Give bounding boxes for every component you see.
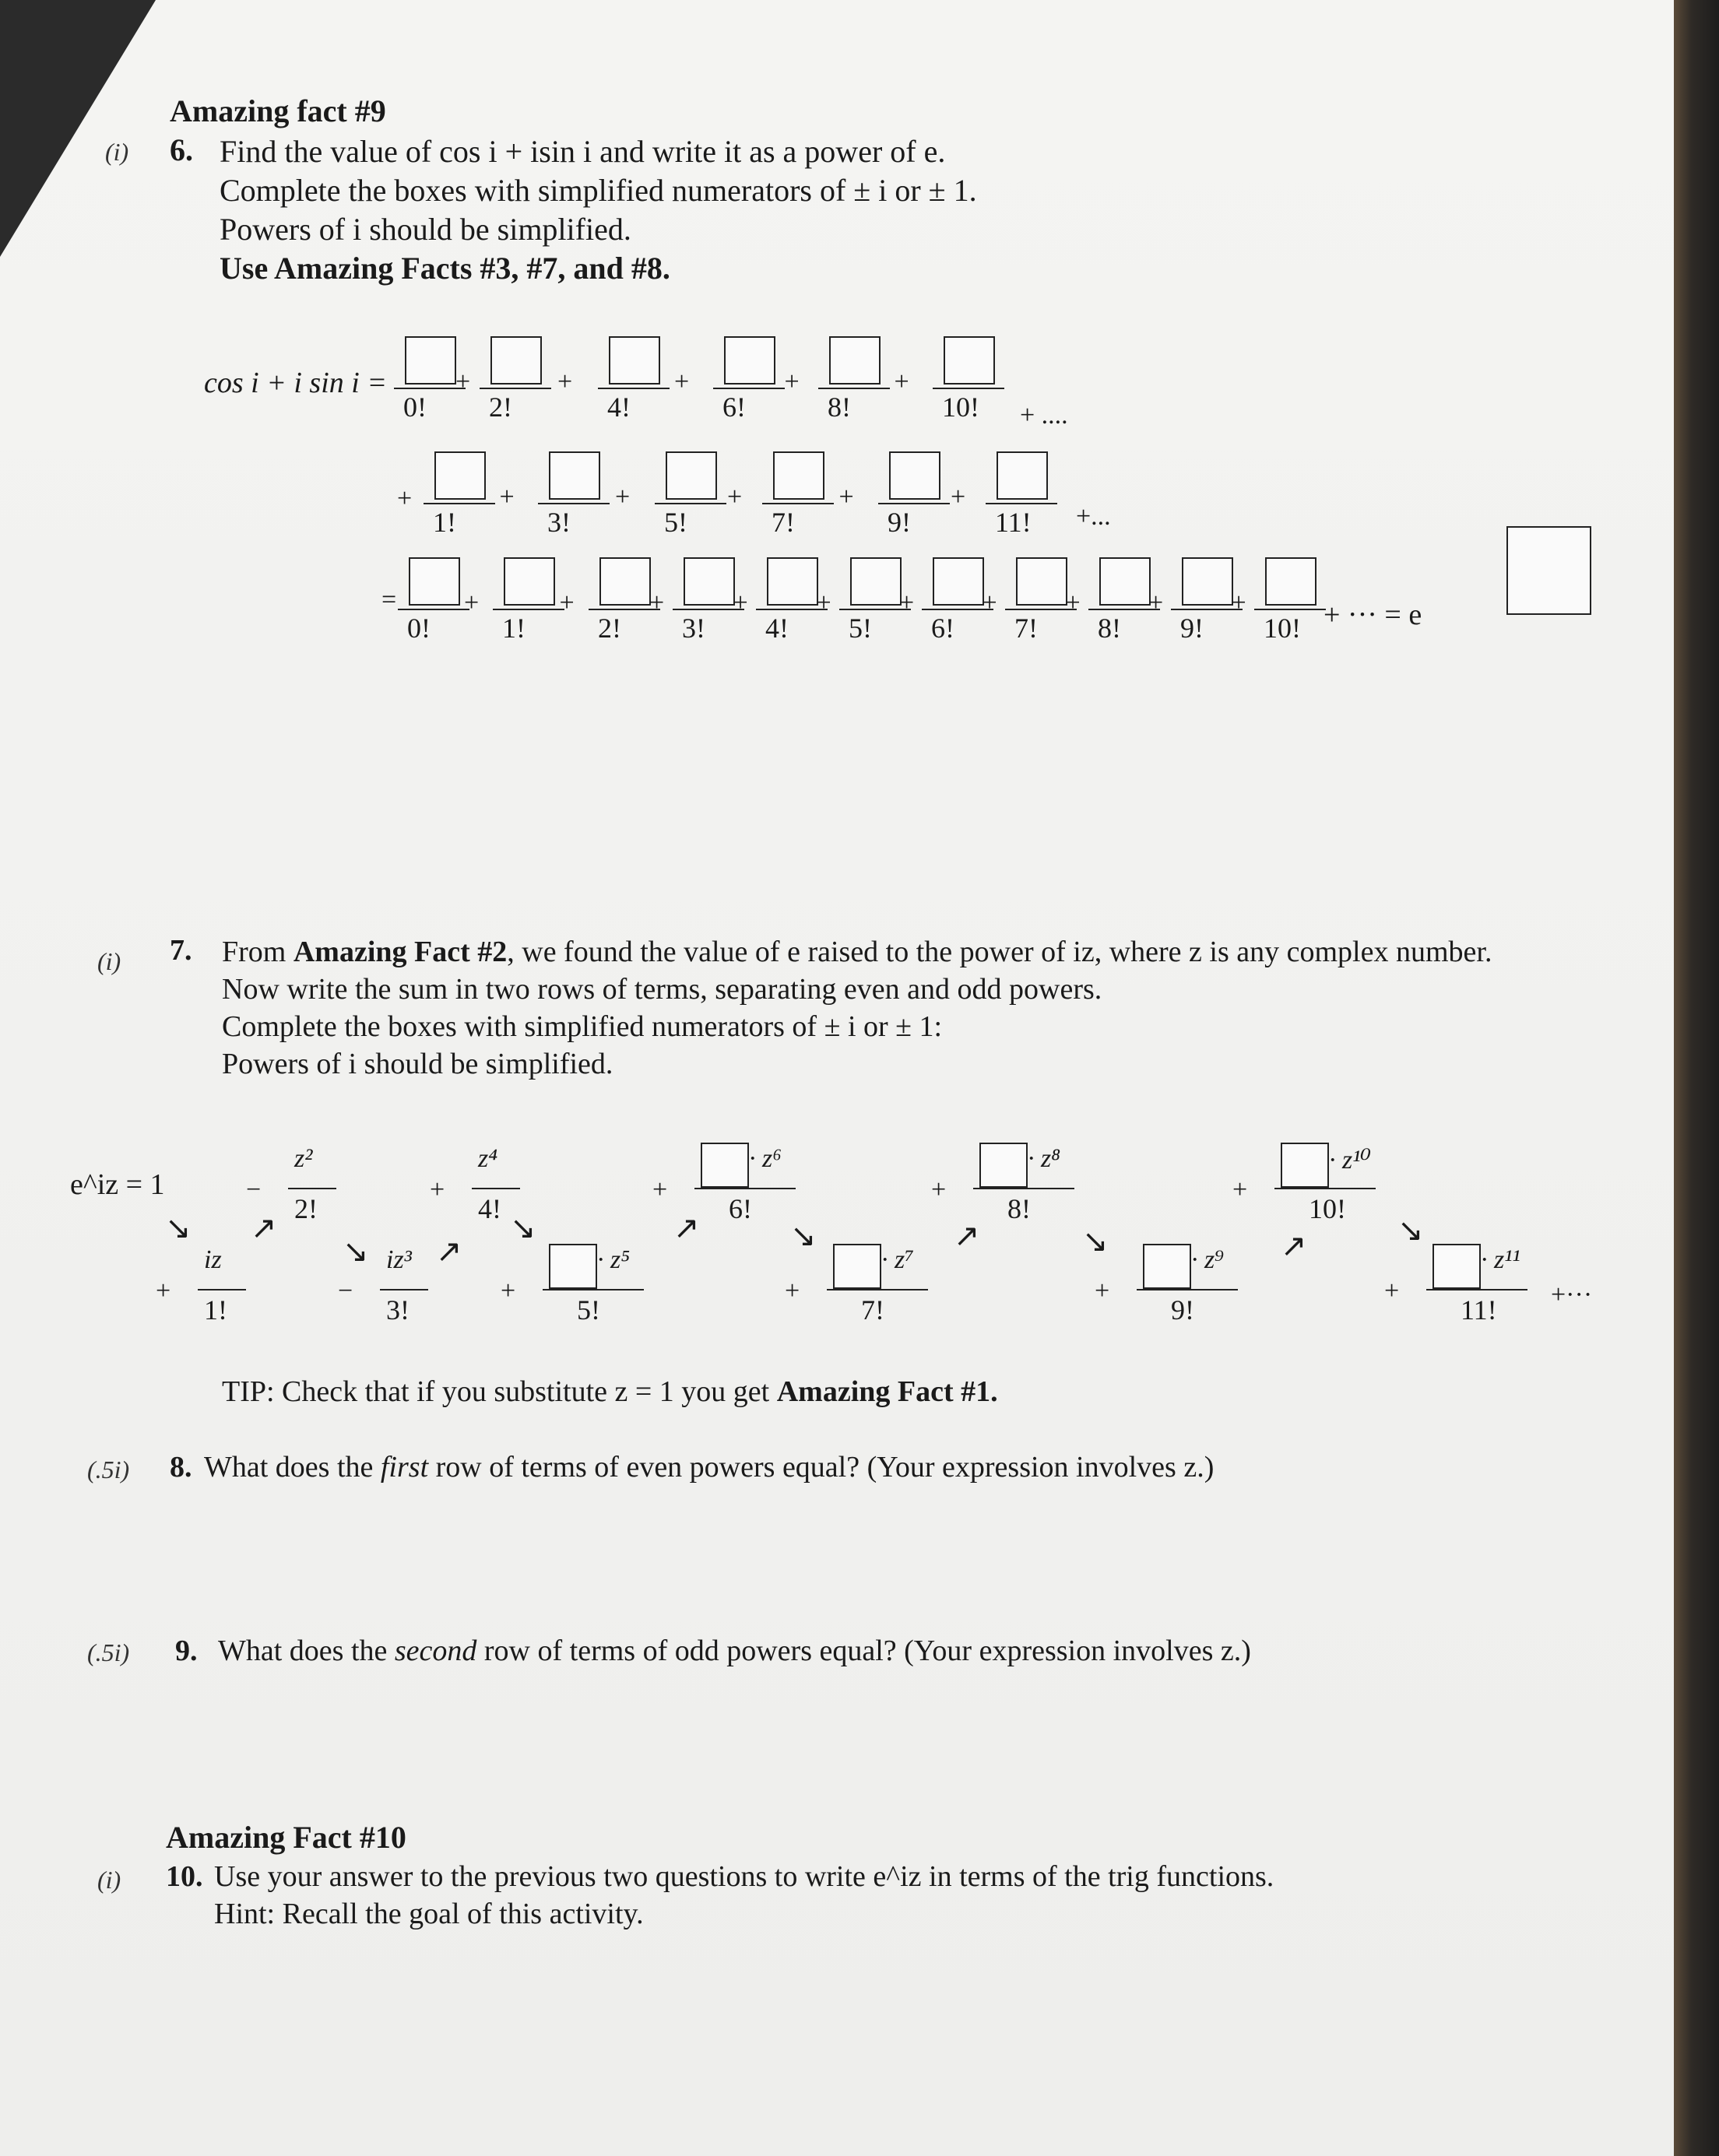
odd-term-numerator-box[interactable] xyxy=(1432,1244,1481,1289)
row2-denominator: 11! xyxy=(995,507,1032,538)
odd-term-numerator: iz xyxy=(204,1245,222,1274)
row2-numerator-box[interactable] xyxy=(434,451,486,500)
row2-numerator-box[interactable] xyxy=(773,451,824,500)
row3-plus: + xyxy=(649,588,665,617)
row2-lead-plus: + xyxy=(397,484,413,513)
odd-term-sign: + xyxy=(1384,1276,1400,1305)
row1-fraction-bar xyxy=(480,388,551,389)
q7-line4: Powers of i should be simplified. xyxy=(222,1048,613,1080)
row1-denominator: 0! xyxy=(403,392,427,423)
row1-numerator-box[interactable] xyxy=(405,336,456,384)
even-term-numerator: · z⁶ xyxy=(749,1144,782,1173)
even-term-numerator-box[interactable] xyxy=(701,1143,749,1188)
odd-term-denominator: 11! xyxy=(1461,1294,1497,1326)
even-term-fraction-bar xyxy=(694,1188,796,1189)
row3-fraction-bar xyxy=(398,609,469,610)
q6-line1: Find the value of cos i + isin i and write it as a power of e. xyxy=(220,134,946,169)
row1-numerator-box[interactable] xyxy=(829,336,881,384)
row3-denominator: 10! xyxy=(1264,613,1301,644)
row3-numerator-box[interactable] xyxy=(767,557,818,606)
even-term-denominator: 4! xyxy=(478,1193,501,1224)
q6-number: 6. xyxy=(170,132,193,167)
row1-numerator-box[interactable] xyxy=(944,336,995,384)
row2-plus: + xyxy=(615,483,631,511)
fact10-heading: Amazing Fact #10 xyxy=(166,1820,406,1855)
q6-line4: Use Amazing Facts #3, #7, and #8. xyxy=(220,251,670,286)
row2-plus: + xyxy=(499,483,515,511)
q6-line2: Complete the boxes with simplified numerators of ± i or ± 1. xyxy=(220,173,977,208)
q10-line1: Use your answer to the previous two questions to write e^iz in terms of the trig functions. xyxy=(214,1860,1274,1893)
even-term-numerator: · z⁸ xyxy=(1028,1144,1061,1173)
odd-term-fraction-bar xyxy=(380,1289,428,1290)
row1-fraction-bar xyxy=(598,388,670,389)
q9-text: What does the second row of terms of odd powers equal? (Your expression involves z.) xyxy=(218,1635,1251,1667)
row2-fraction-bar xyxy=(762,503,834,504)
row3-denominator: 4! xyxy=(765,613,789,644)
row3-numerator-box[interactable] xyxy=(1016,557,1067,606)
odd-term-denominator: 1! xyxy=(204,1294,227,1326)
q9-points: (.5i) xyxy=(87,1638,130,1666)
q7-line3: Complete the boxes with simplified numerators of ± i or ± 1: xyxy=(222,1010,943,1043)
eq6-lhs: cos i + i sin i = xyxy=(204,367,387,399)
row3-tail: + ··· = e xyxy=(1324,599,1422,631)
row2-numerator-box[interactable] xyxy=(549,451,600,500)
even-term-fraction-bar xyxy=(1274,1188,1376,1189)
row1-plus: + xyxy=(557,367,573,396)
row2-fraction-bar xyxy=(424,503,495,504)
row2-denominator: 7! xyxy=(772,507,795,538)
row3-denominator: 3! xyxy=(682,613,705,644)
arrow-icon: ↗ xyxy=(1281,1228,1307,1264)
odd-term-sign: − xyxy=(338,1276,353,1305)
arrow-icon: ↘ xyxy=(1082,1224,1109,1259)
arrow-icon: ↗ xyxy=(954,1218,980,1254)
even-term-fraction-bar xyxy=(472,1188,520,1189)
row3-plus: + xyxy=(464,588,480,617)
row1-numerator-box[interactable] xyxy=(490,336,542,384)
row3-numerator-box[interactable] xyxy=(599,557,651,606)
row3-plus: + xyxy=(816,588,831,617)
row3-numerator-box[interactable] xyxy=(409,557,460,606)
even-term-fraction-bar xyxy=(973,1188,1074,1189)
row3-plus: + xyxy=(559,588,575,617)
odd-term-fraction-bar xyxy=(198,1289,246,1290)
row3-plus: + xyxy=(982,588,997,617)
odd-term-sign: + xyxy=(501,1276,516,1305)
row3-numerator-box[interactable] xyxy=(1265,557,1316,606)
even-term-numerator: · z¹⁰ xyxy=(1329,1146,1372,1175)
fact9-heading: Amazing fact #9 xyxy=(170,93,386,128)
q10-points: (i) xyxy=(97,1866,121,1894)
arrow-icon: ↗ xyxy=(673,1210,700,1246)
row2-denominator: 5! xyxy=(664,507,687,538)
odd-term-denominator: 7! xyxy=(861,1294,884,1326)
row1-fraction-bar xyxy=(713,388,785,389)
row2-numerator-box[interactable] xyxy=(666,451,717,500)
row2-fraction-bar xyxy=(655,503,726,504)
row1-denominator: 8! xyxy=(828,392,851,423)
q7-line1: From Amazing Fact #2, we found the value of e raised to the power of iz, where z is any complex number. xyxy=(222,936,1492,968)
arrow-icon: ↘ xyxy=(790,1218,817,1254)
odd-term-numerator: iz³ xyxy=(386,1245,412,1274)
row2-plus: + xyxy=(838,483,854,511)
row2-numerator-box[interactable] xyxy=(889,451,940,500)
odd-term-numerator: · z⁵ xyxy=(597,1245,631,1274)
q7-points: (i) xyxy=(97,947,121,975)
row3-plus: + xyxy=(1231,588,1246,617)
odd-term-numerator: · z⁷ xyxy=(881,1245,915,1274)
row3-denominator: 1! xyxy=(502,613,526,644)
q9-number: 9. xyxy=(175,1635,198,1667)
series-lhs: e^iz = 1 xyxy=(70,1168,165,1201)
even-term-denominator: 2! xyxy=(294,1193,318,1224)
q7-line2: Now write the sum in two rows of terms, separating even and odd powers. xyxy=(222,973,1102,1006)
row1-plus: + xyxy=(455,367,471,396)
arrow-icon: ↘ xyxy=(165,1210,192,1246)
row3-denominator: 7! xyxy=(1014,613,1038,644)
even-term-denominator: 6! xyxy=(729,1193,752,1224)
tip-text: TIP: Check that if you substitute z = 1 you get Amazing Fact #1. xyxy=(222,1375,998,1408)
row2-numerator-box[interactable] xyxy=(997,451,1048,500)
row2-fraction-bar xyxy=(986,503,1057,504)
odd-term-denominator: 3! xyxy=(386,1294,410,1326)
row3-fraction-bar xyxy=(493,609,564,610)
row3-numerator-box[interactable] xyxy=(1099,557,1151,606)
odd-term-numerator: · z⁹ xyxy=(1191,1245,1225,1274)
odd-term-fraction-bar xyxy=(543,1289,644,1290)
row1-plus: + xyxy=(674,367,690,396)
even-term-numerator-box[interactable] xyxy=(979,1143,1028,1188)
row1-denominator: 10! xyxy=(942,392,979,423)
even-term-denominator: 10! xyxy=(1309,1193,1346,1224)
row3-plus: + xyxy=(1148,588,1164,617)
row1-plus: + xyxy=(784,367,800,396)
row2-denominator: 3! xyxy=(547,507,571,538)
arrow-icon: ↘ xyxy=(510,1210,536,1246)
even-term-numerator: z⁴ xyxy=(478,1144,498,1173)
row1-denominator: 2! xyxy=(489,392,512,423)
row3-numerator-box[interactable] xyxy=(1182,557,1233,606)
q6-points: (i) xyxy=(105,138,129,166)
odd-term-sign: + xyxy=(156,1276,171,1305)
odd-term-denominator: 5! xyxy=(577,1294,600,1326)
desk-edge xyxy=(1674,0,1719,2156)
arrow-icon: ↘ xyxy=(343,1234,369,1269)
row2-denominator: 1! xyxy=(433,507,456,538)
row2-fraction-bar xyxy=(538,503,610,504)
row1-numerator-box[interactable] xyxy=(609,336,660,384)
row3-equals: = xyxy=(381,585,397,614)
q10-number: 10. xyxy=(166,1860,203,1893)
row3-plus: + xyxy=(1065,588,1081,617)
row2-denominator: 9! xyxy=(888,507,911,538)
row3-denominator: 9! xyxy=(1180,613,1204,644)
odd-term-numerator-box[interactable] xyxy=(1143,1244,1191,1289)
row2-plus: + xyxy=(951,483,966,511)
odd-term-numerator-box[interactable] xyxy=(833,1244,881,1289)
even-term-sign: + xyxy=(931,1175,947,1204)
q8-points: (.5i) xyxy=(87,1455,130,1484)
row1-plus: + xyxy=(894,367,909,396)
even-term-sign: + xyxy=(1232,1175,1248,1204)
row3-denominator: 6! xyxy=(931,613,954,644)
row1-fraction-bar xyxy=(933,388,1004,389)
even-term-fraction-bar xyxy=(288,1188,336,1189)
q6-line3: Powers of i should be simplified. xyxy=(220,212,631,247)
odd-term-denominator: 9! xyxy=(1171,1294,1194,1326)
odd-term-sign: + xyxy=(785,1276,800,1305)
row3-denominator: 5! xyxy=(849,613,872,644)
q8-number: 8. xyxy=(170,1451,192,1484)
row3-numerator-box[interactable] xyxy=(850,557,902,606)
arrow-icon: ↗ xyxy=(251,1210,277,1246)
row3-numerator-box[interactable] xyxy=(933,557,984,606)
odd-term-fraction-bar xyxy=(1426,1289,1527,1290)
odd-term-sign: + xyxy=(1095,1276,1110,1305)
row2-plus: + xyxy=(727,483,743,511)
even-term-sign: + xyxy=(430,1175,445,1204)
arrow-icon: ↘ xyxy=(1397,1213,1424,1248)
odd-term-fraction-bar xyxy=(1137,1289,1238,1290)
even-term-sign: − xyxy=(246,1175,262,1204)
row1-numerator-box[interactable] xyxy=(724,336,775,384)
odd-term-numerator: · z¹¹ xyxy=(1481,1245,1520,1274)
row3-denominator: 0! xyxy=(407,613,431,644)
row2-fraction-bar xyxy=(878,503,950,504)
row3-plus: + xyxy=(899,588,915,617)
even-term-numerator-box[interactable] xyxy=(1281,1143,1329,1188)
even-term-numerator: z² xyxy=(294,1144,313,1173)
even-term-denominator: 8! xyxy=(1007,1193,1031,1224)
row1-tail: + .... xyxy=(1020,401,1068,430)
row1-fraction-bar xyxy=(818,388,890,389)
series-tail: +··· xyxy=(1551,1280,1593,1309)
q8-text: What does the first row of terms of even powers equal? (Your expression involves z.) xyxy=(204,1451,1215,1484)
row3-numerator-box[interactable] xyxy=(504,557,555,606)
even-term-sign: + xyxy=(652,1175,668,1204)
page-fold-shadow xyxy=(0,0,156,257)
row3-denominator: 2! xyxy=(598,613,621,644)
row3-fraction-bar xyxy=(1254,609,1326,610)
exponent-answer-box[interactable] xyxy=(1506,526,1591,615)
row3-plus: + xyxy=(733,588,748,617)
row1-denominator: 6! xyxy=(722,392,746,423)
odd-term-numerator-box[interactable] xyxy=(549,1244,597,1289)
odd-term-fraction-bar xyxy=(827,1289,928,1290)
row3-numerator-box[interactable] xyxy=(684,557,735,606)
row1-denominator: 4! xyxy=(607,392,631,423)
row3-denominator: 8! xyxy=(1098,613,1121,644)
row2-tail: +... xyxy=(1076,502,1111,531)
arrow-icon: ↗ xyxy=(436,1234,462,1269)
q7-number: 7. xyxy=(170,934,192,967)
q10-line2: Hint: Recall the goal of this activity. xyxy=(214,1898,644,1930)
